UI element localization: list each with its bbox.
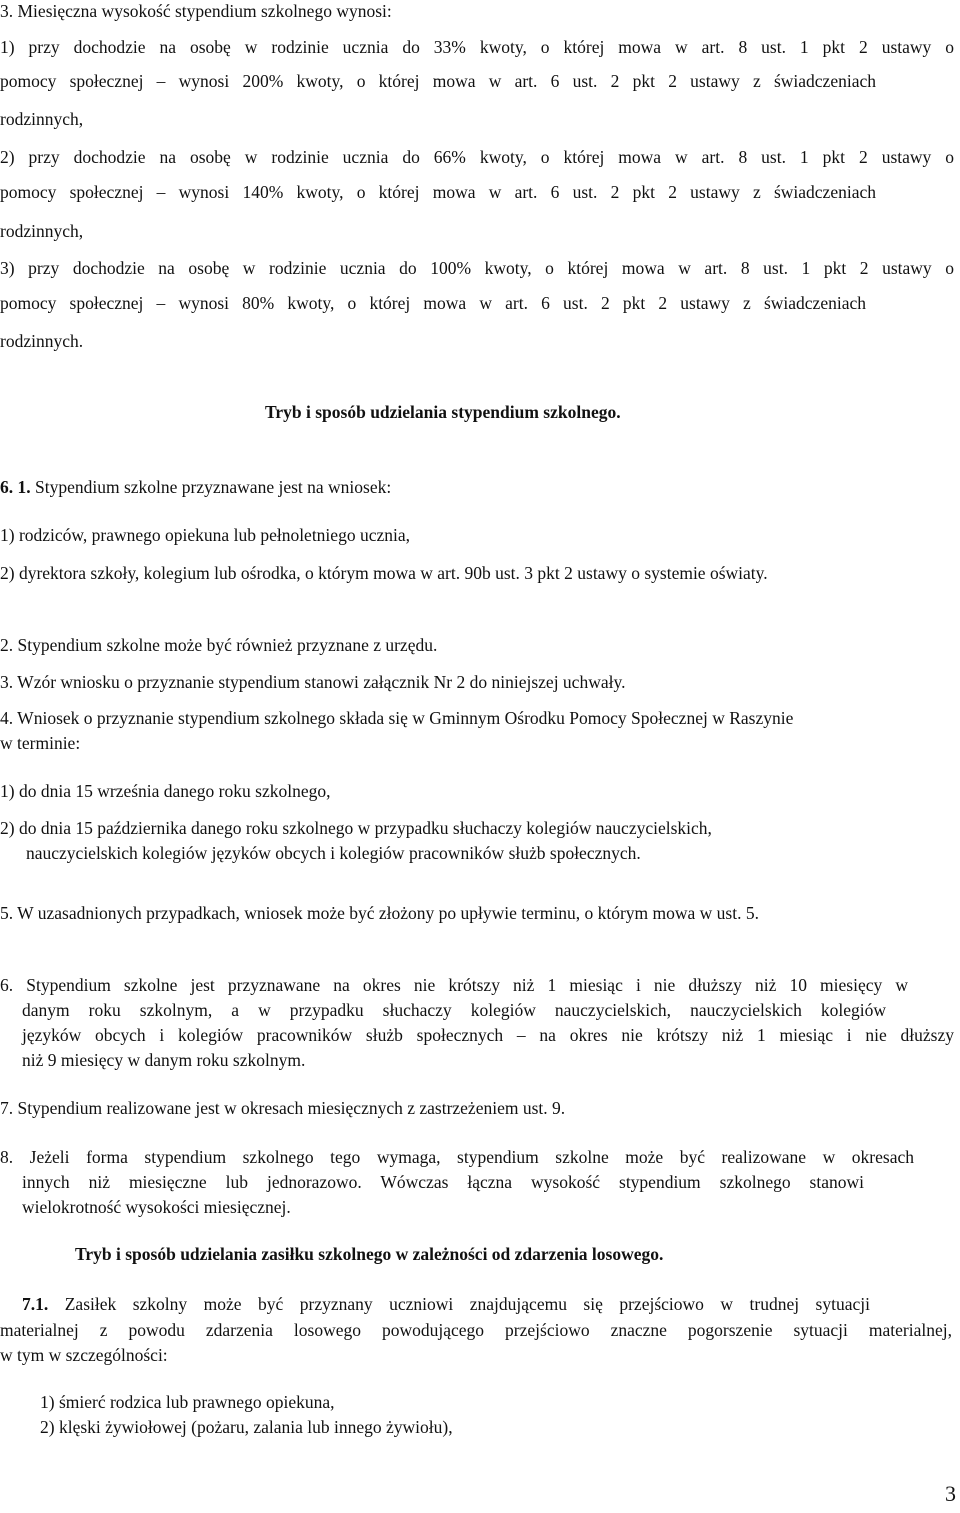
heading-zasilek: Tryb i sposób udzielania zasiłku szkolnego w zależności od zdarzenia losowego. (75, 1244, 664, 1264)
section-6-paragraph-1 (0, 476, 391, 498)
section-6-paragraph-3: 3. Wzór wniosku o przyznanie stypendium stanowi załącznik Nr 2 do niniejszej uchwały. (0, 672, 626, 692)
section-6-paragraph-4-line-1: 4. Wniosek o przyznanie stypendium szkolnego składa się w Gminnym Ośrodku Pomocy Społecznej w Raszynie (0, 708, 794, 728)
section-6-paragraph-1-text: Stypendium szkolne przyznawane jest na wniosek: (30, 477, 392, 497)
section-3-item-1-line-1: 1) przy dochodzie na osobę w rodzinie ucznia do 33% kwoty, o której mowa w art. 8 ust. 1 pkt 2 ustawy o (0, 37, 954, 57)
section-6-paragraph-4-item-2-line-2: nauczycielskich kolegiów języków obcych i kolegiów pracowników służb społecznych. (26, 843, 641, 863)
section-3-item-2-line-1: 2) przy dochodzie na osobę w rodzinie ucznia do 66% kwoty, o której mowa w art. 8 ust. 1 pkt 2 ustawy o (0, 147, 954, 167)
section-3-item-2-line-3: rodzinnych, (0, 221, 84, 241)
section-6-paragraph-8-line-2: innych niż miesięczne lub jednorazowo. Wówczas łączna wysokość stypendium szkolnego stanowi (22, 1172, 864, 1192)
section-6-paragraph-7: 7. Stypendium realizowane jest w okresach miesięcznych z zastrzeżeniem ust. 9. (0, 1098, 566, 1118)
section-3-item-2-line-2: pomocy społecznej – wynosi 140% kwoty, o której mowa w art. 6 ust. 2 pkt 2 ustawy z świadczeniach (0, 182, 876, 202)
section-6-paragraph-8-line-3: wielokrotność wysokości miesięcznej. (22, 1197, 291, 1217)
section-7-line-1 (0, 1293, 870, 1315)
section-7-item-1: 1) śmierć rodzica lub prawnego opiekuna, (40, 1392, 335, 1412)
page-number: 3 (945, 1481, 956, 1506)
section-7-item-2: 2) klęski żywiołowej (pożaru, zalania lub innego żywiołu), (40, 1417, 453, 1437)
section-3-item-3-line-2: pomocy społecznej – wynosi 80% kwoty, o której mowa w art. 6 ust. 2 pkt 2 ustawy z świadczeniach (0, 293, 866, 313)
section-3-item-1-line-2: pomocy społecznej – wynosi 200% kwoty, o której mowa w art. 6 ust. 2 pkt 2 ustawy z świadczeniach (0, 71, 876, 91)
section-6-paragraph-6-line-1: 6. Stypendium szkolne jest przyznawane na okres nie krótszy niż 1 miesiąc i nie dłuższy niż 10 miesięcy w (0, 975, 908, 995)
section-3-item-3-line-3: rodzinnych. (0, 331, 84, 351)
section-6-paragraph-1-item-1: 1) rodziców, prawnego opiekuna lub pełnoletniego ucznia, (0, 525, 410, 545)
section-7-line-2: materialnej z powodu zdarzenia losowego powodującego przejściowo znaczne pogorszenie sytuacji materialnej, (0, 1320, 952, 1340)
section-6-paragraph-6-line-4: niż 9 miesięcy w danym roku szkolnym. (22, 1050, 306, 1070)
section-3-item-3-line-1: 3) przy dochodzie na osobę w rodzinie ucznia do 100% kwoty, o której mowa w art. 8 ust. 1 pkt 2 ustawy o (0, 258, 954, 278)
section-6-paragraph-2: 2. Stypendium szkolne może być również przyznane z urzędu. (0, 635, 438, 655)
section-6-number: 6. 1. (0, 477, 31, 497)
section-3-item-1-line-3: rodzinnych, (0, 109, 84, 129)
section-6-paragraph-5: 5. W uzasadnionych przypadkach, wniosek może być złożony po upływie terminu, o którym mowa w ust. 5. (0, 903, 759, 923)
section-7-line-1-text: Zasiłek szkolny może być przyznany uczniowi znajdującemu się przejściowo w trudnej sytuacji (48, 1294, 870, 1314)
section-3-heading: 3. Miesięczna wysokość stypendium szkolnego wynosi: (0, 1, 392, 21)
section-6-paragraph-4-line-2: w terminie: (0, 733, 81, 753)
section-6-paragraph-4-item-1: 1) do dnia 15 września danego roku szkolnego, (0, 781, 331, 801)
section-7-number: 7.1. (22, 1294, 49, 1314)
section-6-paragraph-4-item-2-line-1: 2) do dnia 15 października danego roku szkolnego w przypadku słuchaczy kolegiów nauczycielskich, (0, 818, 712, 838)
section-6-paragraph-8-line-1: 8. Jeżeli forma stypendium szkolnego tego wymaga, stypendium szkolne może być realizowane w okresach (0, 1147, 914, 1167)
section-6-paragraph-6-line-3: języków obcych i kolegiów pracowników służb społecznych – na okres nie krótszy niż 1 miesiąc i nie dłuższy (22, 1025, 954, 1045)
section-6-paragraph-1-item-2: 2) dyrektora szkoły, kolegium lub ośrodka, o którym mowa w art. 90b ust. 3 pkt 2 ustawy o systemie oświaty. (0, 563, 768, 583)
heading-stypendium: Tryb i sposób udzielania stypendium szkolnego. (265, 402, 621, 422)
section-6-paragraph-6-line-2: danym roku szkolnym, a w przypadku słuchaczy kolegiów nauczycielskich, nauczycielskich kolegiów (22, 1000, 886, 1020)
section-7-line-3: w tym w szczególności: (0, 1345, 168, 1365)
